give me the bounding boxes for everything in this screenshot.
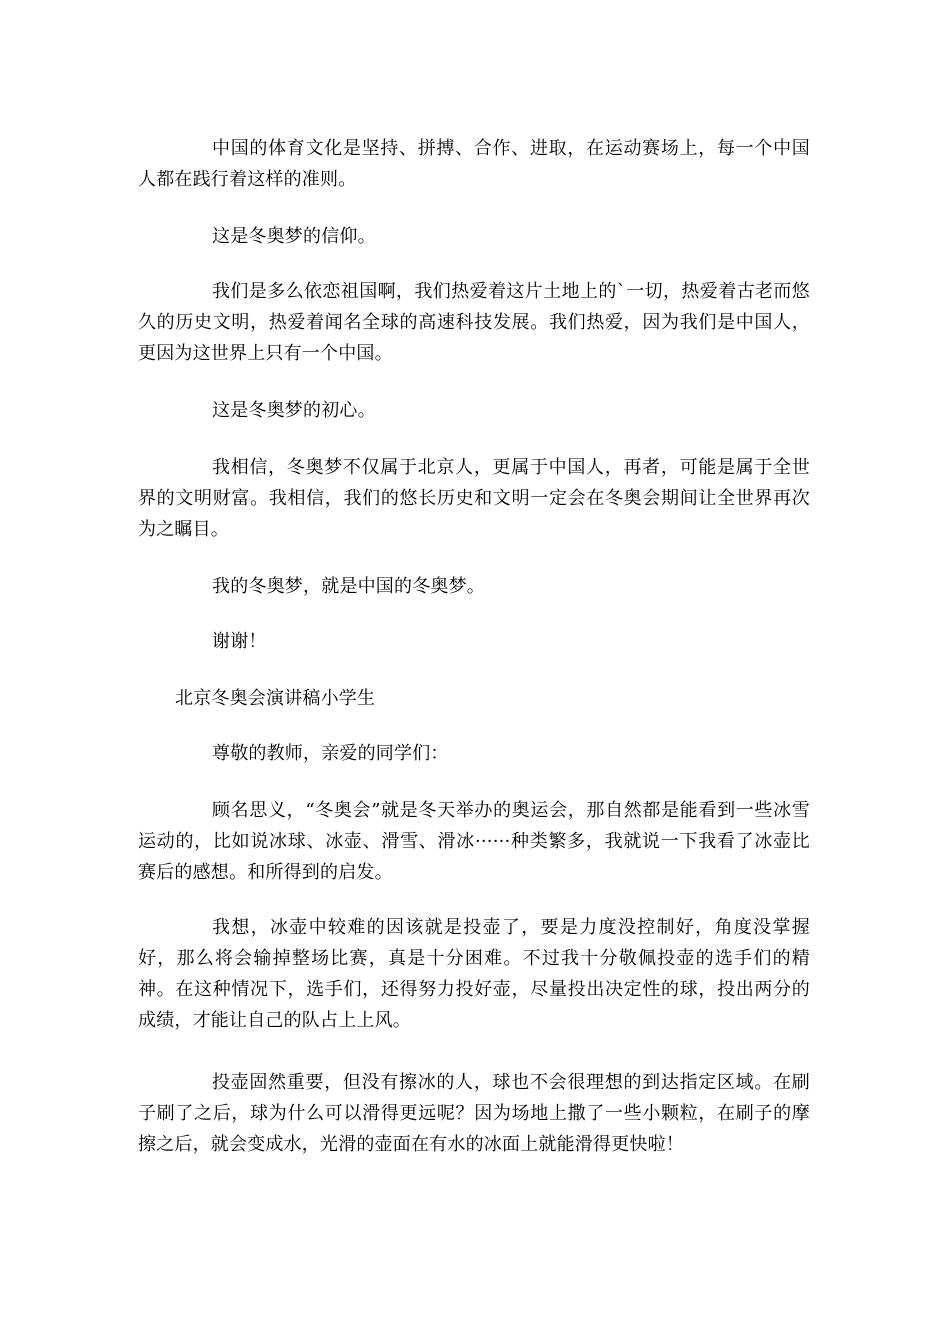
paragraph: 我的冬奥梦，就是中国的冬奥梦。 (212, 576, 485, 597)
paragraph: 我相信，冬奥梦不仅属于北京人，更属于中国人，再者，可能是属于全世界的文明财富。我相信，我们的悠长历史和文明一定会在冬奥会期间让全世界再次为之瞩目。 (138, 457, 810, 540)
paragraph: 这是冬奥梦的初心。 (212, 400, 376, 421)
paragraph: 谢谢！ (212, 631, 267, 652)
paragraph: 这是冬奥梦的信仰。 (212, 226, 376, 247)
paragraph: 我们是多么依恋祖国啊，我们热爱着这片土地上的`一切，热爱着古老而悠久的历史文明，热爱着闻名全球的高速科技发展。我们热爱，因为我们是中国人，更因为这世界上只有一个中国。 (138, 281, 810, 364)
paragraph: 中国的体育文化是坚持、拼搏、合作、进取，在运动赛场上，每一个中国人都在践行着这样的准则。 (138, 138, 810, 190)
paragraph: 顾名思义，“冬奥会”就是冬天举办的奥运会，那自然都是能看到一些冰雪运动的，比如说冰球、冰壶、滑雪、滑冰······种类繁多，我就说一下我看了冰壶比赛后的感想。和所得到的启发。 (138, 800, 810, 883)
paragraph: 投壶固然重要，但没有擦冰的人，球也不会很理想的到达指定区域。在刷子刷了之后，球为什么可以滑得更远呢？因为场地上撒了一些小颗粒，在刷子的摩擦之后，就会变成水，光滑的壶面在有水的冰面上就能滑得更快啦！ (138, 1072, 810, 1155)
paragraph: 我想，冰壶中较难的因该就是投壶了，要是力度没控制好，角度没掌握好，那么将会输掉整场比赛，真是十分困难。不过我十分敬佩投壶的选手们的精神。在这种情况下，选手们，还得努力投好壶，尽量投出决定性的球，投出两分的成绩，才能让自己的队占上上风。 (138, 917, 810, 1031)
section-title: 北京冬奥会演讲稿小学生 (175, 688, 376, 709)
paragraph: 尊敬的教师，亲爱的同学们： (212, 743, 449, 764)
